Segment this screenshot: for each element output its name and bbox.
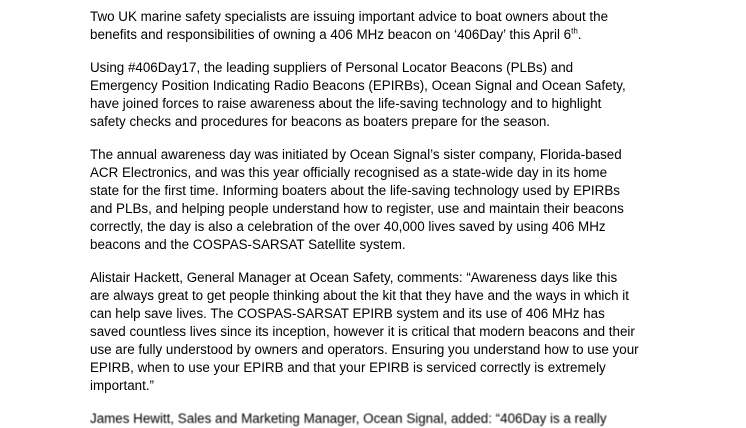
paragraph-intro: [90, 8, 670, 44]
paragraph-quote-hackett: Alistair Hackett, General Manager at Ocean Safety, comments: “Awareness days like this are always great to get people thinking about the kit that they have and the ways in which it can help save lives. The COSPAS-SARSAT EPIRB system and its use of 406 MHz has saved countless lives since its inception, however it is critical that modern beacons and their use are fully understood by owners and operators. Ensuring you understand how to use your EPIRB, when to use your EPIRB and that your EPIRB is serviced correctly is extremely important.”: [90, 270, 639, 393]
paragraph-awareness-day: The annual awareness day was initiated by Ocean Signal’s sister company, Florida-based ACR Electronics, and was this year officially recognised as a state-wide day in its home state for the first time. Informing boaters about the life-saving technology used by EPIRBs and PLBs, and helping people understand how to register, use and maintain their beacons correctly, the day is also a celebration of the over 40,000 lives saved by using 406 MHz beacons and the COSPAS-SARSAT Satellite system.: [90, 147, 624, 252]
paragraph-hashtag: Using #406Day17, the leading suppliers of Personal Locator Beacons (PLBs) and Emergency Position Indicating Radio Beacons (EPIRBs), Ocean Signal and Ocean Safety, have joined forces to raise awareness about the life-saving technology and to highlight safety checks and procedures for beacons as boaters prepare for the season.: [90, 60, 626, 129]
paragraph-quote-hewitt-partial: James Hewitt, Sales and Marketing Manager, Ocean Signal, added: “406Day is a really: [90, 411, 607, 426]
paragraph-intro-end: .: [577, 27, 582, 42]
paragraph-intro-text: Two UK marine safety specialists are issuing important advice to boat owners about the benefits and responsibilities of owning a 406 MHz beacon on ‘406Day’ this April 6: [90, 9, 609, 42]
document-body: [90, 8, 670, 410]
ordinal-suffix: th: [571, 26, 578, 36]
